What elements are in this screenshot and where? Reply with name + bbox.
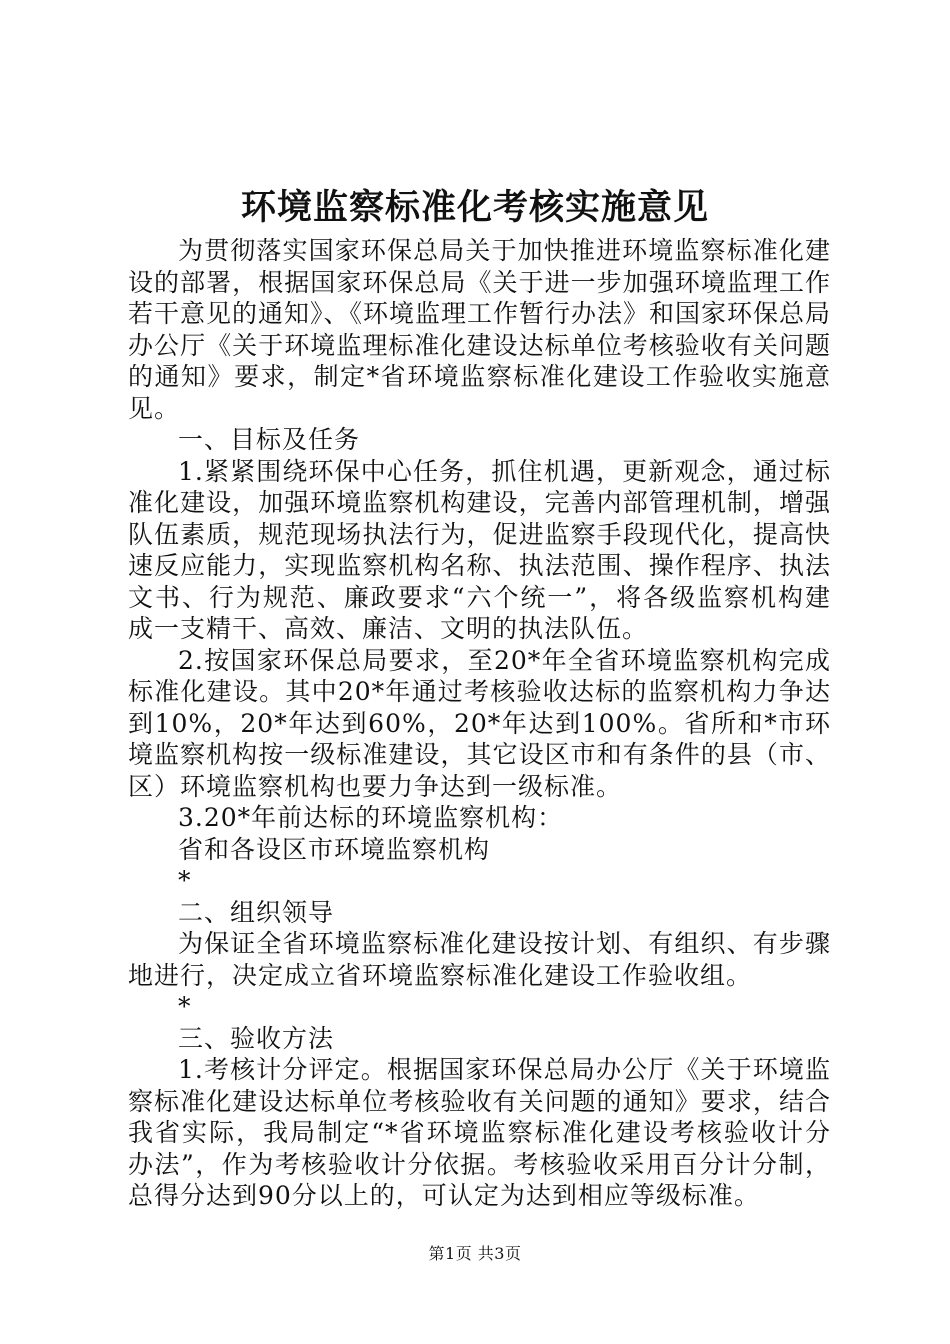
- asterisk-placeholder-1: *: [178, 866, 192, 895]
- section-heading-organization: 二、组织领导: [178, 897, 335, 927]
- document-title: 环境监察标准化考核实施意见: [240, 187, 709, 228]
- paragraph-goal-3-detail: 省和各设区市环境监察机构: [178, 834, 491, 864]
- paragraph-goal-3: 3.20*年前达标的环境监察机构：: [178, 803, 564, 832]
- paragraph-goal-1: 1.紧紧围绕环保中心任务，抓住机遇，更新观念，通过标准化建设，加强环境监察机构建设，完善内部管理机制，增强队伍素质，规范现场执法行为，促进监察手段现代化，提高快速反应能力，实现监察机构名称、执法范围、操作程序、执法文书、行为规范、廉政要求“六个统一”，将各级监察机构建成一支精干、高效、廉洁、文明的执法队伍。: [128, 456, 831, 643]
- page-footer: 第1页 共3页: [428, 1244, 522, 1263]
- section-heading-goals: 一、目标及任务: [178, 425, 361, 454]
- paragraph-organization: 为保证全省环境监察标准化建设按计划、有组织、有步骤地进行，决定成立省环境监察标准化建设工作验收组。: [128, 929, 831, 990]
- section-heading-method: 三、验收方法: [178, 1023, 335, 1053]
- paragraph-intro: 为贯彻落实国家环保总局关于加快推进环境监察标准化建设的部署，根据国家环保总局《关于进一步加强环境监理工作若干意见的通知》、《环境监理工作暂行办法》和国家环保总局办公厅《关于环境监理标准化建设达标单位考核验收有关问题的通知》要求，制定*省环境监察标准化建设工作验收实施意见。: [128, 236, 832, 423]
- asterisk-placeholder-2: *: [178, 992, 192, 1021]
- paragraph-goal-2: 2.按国家环保总局要求，至20*年全省环境监察机构完成标准化建设。其中20*年通过考核验收达标的监察机构力争达到10%，20*年达到60%，20*年达到100%。省所和*市环境监察机构按一级标准建设，其它设区市和有条件的县（市、区）环境监察机构也要力争达到一级标准。: [128, 645, 831, 801]
- paragraph-method-1: 1.考核计分评定。根据国家环保总局办公厅《关于环境监察标准化建设达标单位考核验收有关问题的通知》要求，结合我省实际，我局制定“*省环境监察标准化建设考核验收计分办法”，作为考核验收计分依据。考核验收采用百分计分制，总得分达到90分以上的，可认定为达到相应等级标准。: [128, 1055, 831, 1210]
- document-body: [128, 235, 831, 1212]
